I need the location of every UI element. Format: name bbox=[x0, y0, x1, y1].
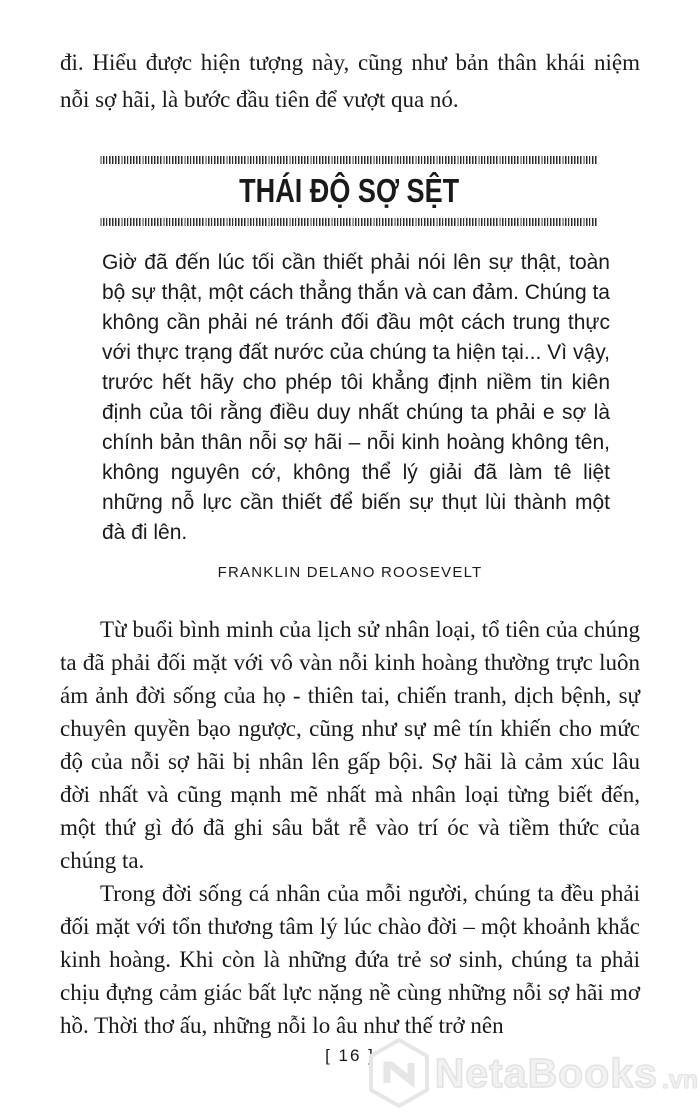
body-paragraph: Từ buổi bình minh của lịch sử nhân loại, tổ tiên của chúng ta đã phải đối mặt với vô vàn nỗi kinh hoàng thường trực luôn ám ảnh đời sống của họ - thiên tai, chiến tranh, dịch bệnh, sự chuyên quyền bạo ngược, cũng như sự mê tín khiến cho mức độ của nỗi sợ hãi bị nhân lên gấp bội. Sợ hãi là cảm xúc lâu đời nhất và cũng mạnh mẽ nhất mà nhân loại từng biết đến, một thứ gì đó đã ghi sâu bắt rễ vào trí óc và tiềm thức của chúng ta. bbox=[60, 617, 640, 873]
section-heading-block bbox=[100, 156, 598, 226]
page-footer bbox=[0, 1046, 700, 1066]
watermark-tld-text: .vn bbox=[661, 1066, 698, 1094]
decorative-rule-bottom bbox=[100, 218, 598, 226]
watermark-brand-text: NetaBooks bbox=[434, 1050, 658, 1096]
epigraph-quote: Giờ đã đến lúc tối cần thiết phải nói lên sự thật, toàn bộ sự thật, một cách thẳng thắn và can đảm. Chúng ta không cần phải né tránh đối đầu một cách trung thực với thực trạng đất nước của chúng ta hiện tại... Vì vậy, trước hết hãy cho phép tôi khẳng định niềm tin kiên định của tôi rằng điều duy nhất chúng ta phải e sợ là chính bản thân nỗi sợ hãi – nỗi kinh hoàng không tên, không nguyên cớ, không thể lý giải đã làm tê liệt những nỗ lực cần thiết để biến sự thụt lùi thành một đà đi lên. bbox=[102, 251, 610, 544]
continuation-paragraph: đi. Hiểu được hiện tượng này, cũng như bản thân khái niệm nỗi sợ hãi, là bước đầu tiên để vượt qua nó. bbox=[60, 50, 640, 112]
section-title bbox=[100, 174, 598, 208]
decorative-rule-top bbox=[100, 156, 598, 164]
section-title-text: THÁI ĐỘ SỢ SỆT bbox=[238, 172, 460, 209]
quote-attribution: FRANKLIN DELANO ROOSEVELT bbox=[217, 564, 483, 581]
text-column bbox=[60, 44, 640, 1042]
body-paragraph: Trong đời sống cá nhân của mỗi người, chúng ta đều phải đối mặt với tổn thương tâm lý lúc chào đời – một khoảnh khắc kinh hoàng. Khi còn là những đứa trẻ sơ sinh, chúng ta phải chịu đựng cảm giác bất lực nặng nề cùng những nỗi sợ hãi mơ hồ. Thời thơ ấu, những nỗi lo âu như thế trở nên bbox=[60, 881, 640, 1038]
page-number: [ 16 ] bbox=[325, 1046, 375, 1065]
